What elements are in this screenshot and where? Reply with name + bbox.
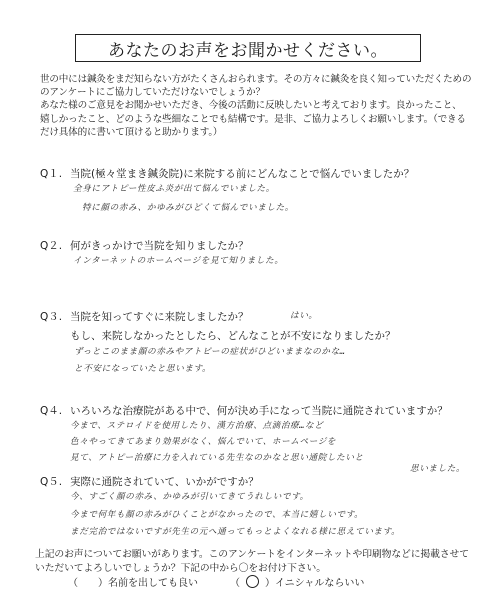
answer-line: 色々やってきてあまり効果がなく、悩んでいて、ホームページを: [70, 437, 337, 447]
intro-line: のアンケートにご協力していただけないでしょうか？: [40, 87, 265, 99]
footer-line: いただいてよろしいでしょうか？下記の中から〇をお付け下さい。: [35, 563, 326, 574]
question-5: [40, 474, 259, 489]
question-text: いろいろな治療院がある中で、何が決め手になって当院に通院されていますか？: [70, 405, 448, 417]
question-number: Q３.: [40, 311, 63, 323]
question-text: 当院(極々堂まき鍼灸院)に来院する前にどんなことで悩んでいましたか？: [70, 168, 415, 180]
selected-circle-mark: [246, 575, 259, 588]
choice-label: ）イニシャルならいい: [265, 578, 365, 589]
answer-line: まだ完治ではないですが先生の元へ通ってもっとよくなれる様に思えています。: [70, 527, 401, 537]
intro-line: だけ具体的に書いて頂けると助かります。）: [40, 126, 223, 138]
choice-label: ）名前を出しても良い: [98, 578, 198, 589]
question-number: Q５.: [40, 476, 63, 488]
answer-line: 思いました。: [410, 464, 466, 474]
answer-inline: はい。: [290, 311, 318, 321]
answer-line: 今まで何年も顔の赤みがひくことがなかったので、本当に嬉しいです。: [70, 510, 364, 520]
question-number: Q４.: [40, 405, 63, 417]
choice-initial-ok[interactable]: [230, 574, 364, 589]
footer-line: 上記のお声についてお願いがあります。このアンケートをインターネットや印刷物などに掲載させて: [35, 549, 469, 560]
answer-line: 見て、アトピー治療に力を入れている先生なのかなと思い通院したいと: [70, 453, 364, 463]
intro-paragraph: [40, 73, 488, 139]
question-text: 当院を知ってすぐに来院しましたか？: [70, 311, 249, 323]
intro-line: あなた様のご意見をお聞かせいただき、今後の活動に反映したいと考えております。良かったこと、: [40, 100, 462, 112]
answer-line: 今まで、ステロイドを使用したり、漢方治療、点滴治療…など: [70, 421, 324, 431]
answer-line: インターネットのホームページを見て知りました。: [73, 256, 284, 266]
answer-line: 全身にアトピー性皮ふ炎が出て悩んでいました。: [73, 184, 275, 194]
intro-line: 嬉しかったこと、どのような些細なことでも結構です。是非、ご協力よろしくお願いします。（できる: [40, 113, 466, 125]
page-title: あなたのお声をお聞かせください。: [75, 34, 421, 62]
question-3: [40, 309, 249, 324]
answer-line: ずっとこのまま顔の赤みやアトピーの症状がひどいままなのかな…: [74, 347, 346, 357]
question-3-sub: もし、来院しなかったとしたら、どんなことが不安になりましたか？: [70, 330, 396, 342]
question-number: Q１.: [40, 168, 63, 180]
choice-paren: （: [68, 578, 98, 589]
answer-line: 特に顔の赤み、かゆみがひどくて悩んでいました。: [82, 203, 294, 213]
question-text: 何がきっかけで当院を知りましたか？: [70, 240, 249, 252]
intro-line: 世の中には鍼灸をまだ知らない方がたくさんおられます。その方々に鍼灸を良く知っていただくための: [40, 74, 472, 85]
question-number: Q２.: [40, 240, 63, 252]
choice-paren: （: [230, 578, 240, 589]
question-4: [40, 403, 448, 418]
choice-name-ok[interactable]: [68, 574, 198, 589]
answer-line: と不安になっていたと思います。: [74, 364, 212, 374]
question-2: [40, 238, 249, 253]
answer-line: 今、すごく顔の赤み、かゆみが引いてきてうれしいです。: [70, 492, 309, 502]
question-text: 実際に通院されていて、いかがですか？: [70, 476, 259, 488]
question-1: [40, 166, 414, 181]
